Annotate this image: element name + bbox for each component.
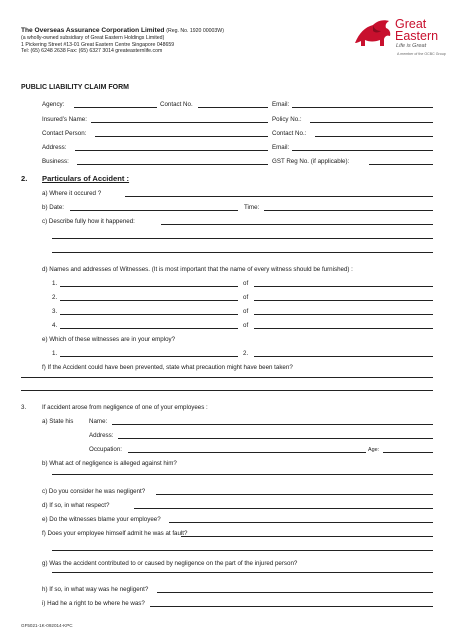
- policy-no-field[interactable]: [310, 122, 433, 123]
- q3f-label: f) Does your employee himself admit he was at fault?: [42, 530, 188, 537]
- contact-no2-field[interactable]: [315, 136, 433, 137]
- q3i-label: i) Had he a right to be where he was?: [42, 600, 145, 607]
- q2d-label: d) Names and addresses of Witnesses. (It is most important that the name of every witness should be furnished) :: [42, 266, 353, 273]
- witness-4-address-field[interactable]: [254, 328, 433, 329]
- witness-1-address-field[interactable]: [254, 286, 433, 287]
- q2a-label: a) Where it occured ?: [42, 190, 102, 197]
- q2f-field-1[interactable]: [21, 377, 433, 378]
- q3a-age-field[interactable]: [383, 452, 433, 453]
- q3e-field[interactable]: [169, 522, 433, 523]
- q2f-label: f) If the Accident could have been prevented, state what precaution might have been taken?: [42, 364, 293, 371]
- witness-1-label: 1.: [52, 280, 58, 287]
- business-field[interactable]: [77, 164, 268, 165]
- witness-3-address-field[interactable]: [254, 314, 433, 315]
- address-field[interactable]: [75, 150, 268, 151]
- q3c-field[interactable]: [156, 494, 433, 495]
- q3d-label: d) If so, in what respect?: [42, 502, 110, 509]
- witness-4-name-field[interactable]: [60, 328, 238, 329]
- q3g-field[interactable]: [52, 572, 433, 573]
- q2e-1-label: 1.: [52, 350, 58, 357]
- q2b-time-field[interactable]: [264, 210, 433, 211]
- q2f-field-2[interactable]: [21, 390, 433, 391]
- q3b-label: b) What act of negligence is alleged against him?: [42, 460, 177, 467]
- q3h-label: h) If so, in what way was he negligent?: [42, 586, 149, 593]
- q2e-label: e) Which of these witnesses are in your employ?: [42, 336, 176, 343]
- address-label: Address:: [42, 144, 67, 151]
- q2c-field-1[interactable]: [161, 224, 433, 225]
- witness-4-label: 4.: [52, 322, 58, 329]
- q3b-field[interactable]: [52, 474, 433, 475]
- witness-3-of: of: [243, 308, 249, 315]
- contact-no2-label: Contact No.:: [272, 130, 307, 137]
- email2-field[interactable]: [292, 150, 433, 151]
- business-label: Business:: [42, 158, 69, 165]
- insured-name-label: Insured’s Name:: [42, 116, 87, 123]
- form-title: PUBLIC LIABILITY CLAIM FORM: [21, 84, 129, 91]
- witness-2-of: of: [243, 294, 249, 301]
- company-reg-no: (Reg. No. 1920 00003W): [166, 28, 224, 34]
- q3e-label: e) Do the witnesses blame your employee?: [42, 516, 161, 523]
- q3c-label: c) Do you consider he was negligent?: [42, 488, 146, 495]
- q3a-address-label: Address:: [89, 432, 114, 439]
- logo-word-eastern: Eastern: [395, 29, 439, 43]
- form-code: GF5021-1K-092014-KPC: [21, 623, 73, 628]
- q2c-label: c) Describe fully how it happened:: [42, 218, 135, 225]
- company-name: [21, 27, 224, 35]
- lion-logo-icon: [353, 17, 393, 49]
- q3a-label: a) State his: [42, 418, 74, 425]
- contact-person-field[interactable]: [95, 136, 268, 137]
- section3-title: If accident arose from negligence of one of your employees :: [42, 404, 208, 411]
- witness-3-label: 3.: [52, 308, 58, 315]
- contact-person-label: Contact Person:: [42, 130, 87, 137]
- policy-no-label: Policy No.:: [272, 116, 302, 123]
- company-name-text: The Overseas Assurance Corporation Limited: [21, 27, 165, 34]
- q3a-occupation-field[interactable]: [128, 452, 366, 453]
- q2e-1-field[interactable]: [60, 356, 238, 357]
- q3h-field[interactable]: [157, 592, 433, 593]
- insured-name-field[interactable]: [91, 122, 268, 123]
- q3a-name-field[interactable]: [112, 424, 433, 425]
- q3a-address-field[interactable]: [118, 438, 433, 439]
- q3g-label: g) Was the accident contributed to or caused by negligence on the part of the injured person?: [42, 560, 298, 567]
- agency-field[interactable]: [74, 107, 157, 108]
- section2-number: 2.: [21, 174, 28, 183]
- witness-2-label: 2.: [52, 294, 58, 301]
- witness-3-name-field[interactable]: [60, 314, 238, 315]
- section3-number: 3.: [21, 404, 27, 411]
- q3f-field-2[interactable]: [52, 550, 433, 551]
- q2b-date-field[interactable]: [70, 210, 238, 211]
- q2c-field-3[interactable]: [52, 252, 433, 253]
- q3f-field-1[interactable]: [181, 536, 433, 537]
- witness-2-address-field[interactable]: [254, 300, 433, 301]
- company-subsidiary: (a wholly-owned subsidiary of Great Eastern Holdings Limited): [21, 35, 165, 41]
- q3a-name-label: Name:: [89, 418, 108, 425]
- gst-label: GST Reg No. (if applicable):: [272, 158, 350, 165]
- section2-title: Particulars of Accident :: [42, 174, 130, 183]
- q2e-2-field[interactable]: [254, 356, 433, 357]
- q2e-2-label: 2.: [243, 350, 249, 357]
- logo-word-great: Great: [395, 17, 427, 31]
- q3i-field[interactable]: [150, 606, 433, 607]
- witness-1-name-field[interactable]: [60, 286, 238, 287]
- email-field[interactable]: [292, 107, 433, 108]
- q2a-field[interactable]: [125, 196, 433, 197]
- q3a-age-label: Age:: [368, 447, 380, 453]
- witness-4-of: of: [243, 322, 249, 329]
- email2-label: Email:: [272, 144, 290, 151]
- q3d-field[interactable]: [134, 508, 433, 509]
- company-address: 1 Pickering Street #13-01 Great Eastern Centre Singapore 048659: [21, 41, 175, 48]
- q2b-label: b) Date:: [42, 204, 65, 211]
- gst-field[interactable]: [369, 164, 433, 165]
- agency-label: Agency:: [42, 101, 65, 108]
- contact-no-field[interactable]: [198, 107, 268, 108]
- witness-2-name-field[interactable]: [60, 300, 238, 301]
- q3a-occupation-label: Occupation:: [89, 446, 123, 453]
- witness-1-of: of: [243, 280, 249, 287]
- contact-no-label: Contact No.: [160, 101, 193, 108]
- company-contact: Tel: (65) 6248 2638 Fax: (65) 6327 3014 greateasternlife.com: [21, 48, 163, 54]
- logo-tagline: Life is Great: [396, 43, 427, 49]
- email-label: Email:: [272, 101, 290, 108]
- logo-member: A member of the OCBC Group: [397, 52, 446, 56]
- q2b-time-label: Time:: [244, 204, 260, 211]
- q2c-field-2[interactable]: [52, 238, 433, 239]
